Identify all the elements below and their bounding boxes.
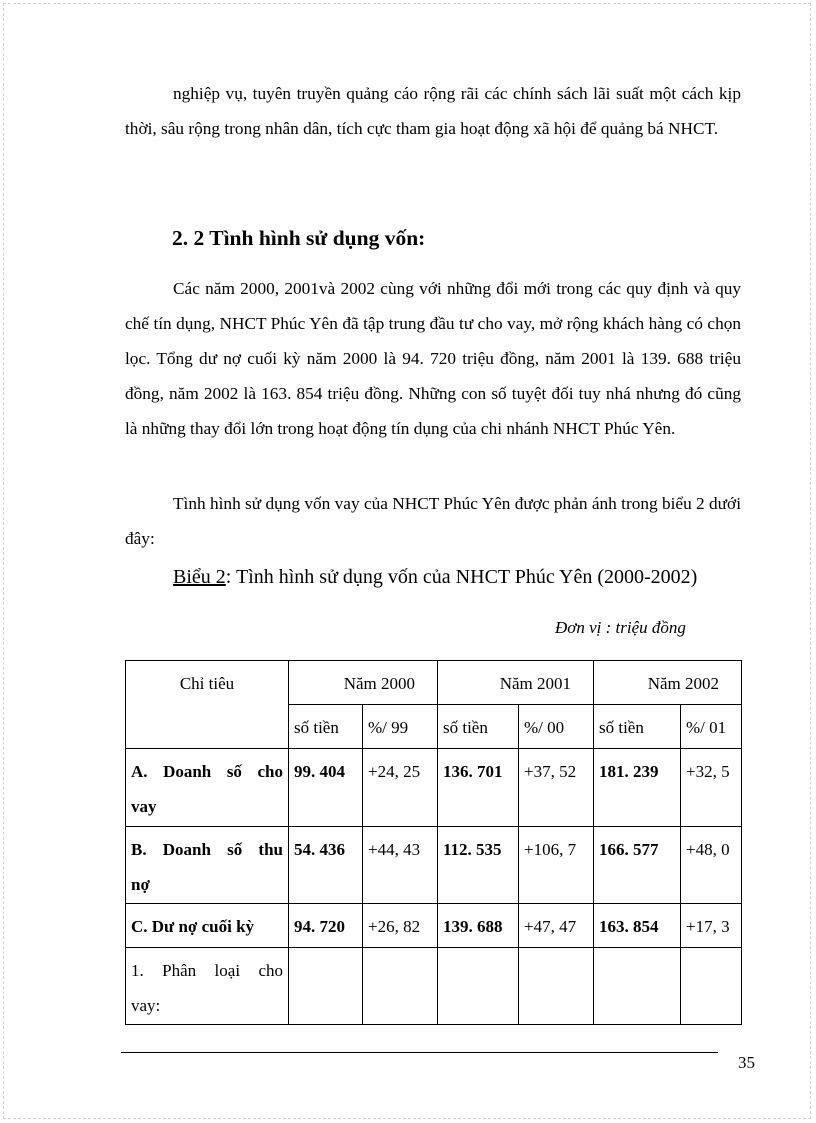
- table-cell: +32, 5: [681, 749, 742, 827]
- table-cell: +24, 25: [363, 749, 438, 827]
- subheader-cell: %/ 00: [519, 705, 594, 749]
- table-cell: +17, 3: [681, 904, 742, 948]
- table-cell: [681, 948, 742, 1025]
- table-row: [126, 749, 742, 827]
- section-heading: 2. 2 Tình hình sử dụng vốn:: [172, 226, 426, 250]
- row-label: C. Dư nợ cuối kỳ: [126, 904, 289, 948]
- table-cell: 136. 701: [438, 749, 519, 827]
- table-cell: +44, 43: [363, 827, 438, 904]
- table-cell: +47, 47: [519, 904, 594, 948]
- subheader-cell: %/ 01: [681, 705, 742, 749]
- row-label: A. Doanh số cho vay: [126, 749, 289, 827]
- table-cell: 94. 720: [289, 904, 363, 948]
- table-cell: 181. 239: [594, 749, 681, 827]
- header-year-2000: Năm 2000: [289, 661, 438, 705]
- footer-divider: [121, 1052, 718, 1053]
- paragraph-2: Các năm 2000, 2001và 2002 cùng với những đổi mới trong các quy định và quy chế tín dụng, NHCT Phúc Yên đã tập trung đầu tư cho vay, mở rộng khách hàng có chọn lọc. Tổng dư nợ cuối kỳ năm 2000 là 94. 720 triệu đồng, năm 2001 là 139. 688 triệu đồng, năm 2002 là 163. 854 triệu đồng. Những con số tuyệt đối tuy nhá nhưng đó cũng là những thay đổi lớn trong hoạt động tín dụng của chi nhánh NHCT Phúc Yên.: [125, 279, 741, 438]
- subheader-cell: số tiền: [594, 705, 681, 749]
- page-number: 35: [738, 1053, 755, 1072]
- header-year-2001: Năm 2001: [438, 661, 594, 705]
- table-row: [126, 948, 742, 1025]
- table-row: [126, 827, 742, 904]
- table-cell: [519, 948, 594, 1025]
- table-cell: 54. 436: [289, 827, 363, 904]
- header-year-2002: Năm 2002: [594, 661, 742, 705]
- data-table: [125, 660, 742, 1025]
- unit-note: Đơn vị : triệu đồng: [555, 618, 686, 637]
- table-caption-label: Biểu 2: [173, 566, 226, 588]
- table-cell: [438, 948, 519, 1025]
- table-caption: [173, 566, 697, 589]
- table-cell: +26, 82: [363, 904, 438, 948]
- table-cell: 166. 577: [594, 827, 681, 904]
- subheader-cell: số tiền: [438, 705, 519, 749]
- table-cell: 112. 535: [438, 827, 519, 904]
- subheader-cell: %/ 99: [363, 705, 438, 749]
- table-cell: +37, 52: [519, 749, 594, 827]
- table-row: [126, 904, 742, 948]
- table-caption-text: : Tình hình sử dụng vốn của NHCT Phúc Yên (2000-2002): [225, 566, 698, 588]
- paragraph-1: nghiệp vụ, tuyên truyền quảng cáo rộng rãi các chính sách lãi suất một cách kịp thời, sâu rộng trong nhân dân, tích cực tham gia hoạt động xã hội để quảng bá NHCT.: [125, 84, 741, 138]
- header-chi-tieu: Chỉ tiêu: [126, 661, 289, 749]
- row-label: B. Doanh số thu nợ: [126, 827, 289, 904]
- table-cell: 139. 688: [438, 904, 519, 948]
- table-cell: 163. 854: [594, 904, 681, 948]
- table-cell: +106, 7: [519, 827, 594, 904]
- table-cell: [594, 948, 681, 1025]
- table-cell: [289, 948, 363, 1025]
- row-label: 1. Phân loại cho vay:: [126, 948, 289, 1025]
- table-cell: +48, 0: [681, 827, 742, 904]
- table-header-row: [126, 661, 742, 705]
- subheader-cell: số tiền: [289, 705, 363, 749]
- paragraph-3: Tình hình sử dụng vốn vay của NHCT Phúc Yên được phản ánh trong biểu 2 dưới đây:: [125, 494, 741, 548]
- table-cell: [363, 948, 438, 1025]
- table-cell: 99. 404: [289, 749, 363, 827]
